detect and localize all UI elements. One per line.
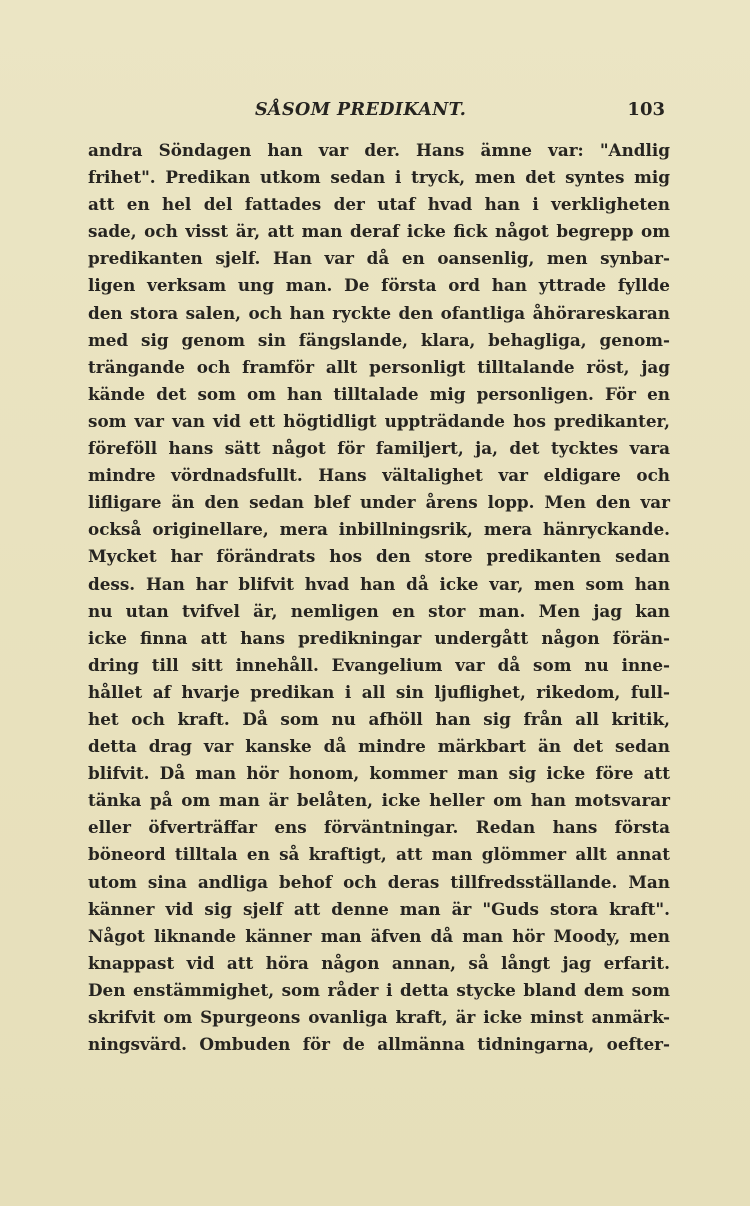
text-line: eller öfverträffar ens förväntningar. Redan hans första [88, 817, 670, 838]
text-line: dring till sitt innehåll. Evangelium var då som nu inne- [88, 654, 670, 675]
text-line: trängande och framför allt personligt tilltalande röst, jag [88, 356, 670, 377]
text-line: sade, och visst är, att man deraf icke fick något begrepp om [88, 221, 670, 242]
text-line: andra Söndagen han var der. Hans ämne var: "Andlig [88, 140, 670, 160]
text-line: känner vid sig sjelf att denne man är "Guds stora kraft". [88, 898, 670, 919]
text-line: knappast vid att höra någon annan, så långt jag erfarit. [88, 952, 670, 973]
text-line: mindre vördnadsfullt. Hans vältalighet var eldigare och [88, 465, 670, 486]
text-line: het och kraft. Då som nu afhöll han sig från all kritik, [88, 708, 670, 729]
text-line: föreföll hans sätt något för familjert, ja, det tycktes vara [88, 438, 670, 459]
running-head-title: SÅSOM PREDIKANT. [255, 100, 467, 120]
text-line: nu utan tvifvel är, nemligen en stor man. Men jag kan [88, 600, 670, 621]
text-line: dess. Han har blifvit hvad han då icke var, men som han [88, 573, 670, 594]
text-line: predikanten sjelf. Han var då en oansenlig, men synbar- [88, 248, 670, 269]
text-line: också originellare, mera inbillningsrik, mera hänryckande. [88, 519, 670, 540]
text-line: Något liknande känner man äfven då man hör Moody, men [88, 925, 670, 946]
text-line: detta drag var kanske då mindre märkbart än det sedan [88, 736, 670, 757]
text-line: den stora salen, och han ryckte den ofantliga åhörareskaran [88, 302, 670, 323]
text-line: ligen verksam ung man. De första ord han yttrade fyllde [88, 275, 670, 296]
text-line: ningsvärd. Ombuden för de allmänna tidningarna, oefter- [88, 1034, 670, 1055]
text-line: böneord tilltala en så kraftigt, att man glömmer allt annat [88, 844, 670, 865]
text-line: tänka på om man är belåten, icke heller om han motsvarar [88, 790, 670, 811]
text-line: frihet". Predikan utkom sedan i tryck, men det syntes mig [88, 167, 670, 188]
body-paragraph [88, 137, 670, 1058]
text-line: med sig genom sin fängslande, klara, behagliga, genom- [88, 329, 670, 350]
text-line: Den enstämmighet, som råder i detta stycke bland dem som [88, 979, 670, 1000]
text-line: Mycket har förändrats hos den store predikanten sedan [88, 546, 670, 567]
running-head [88, 96, 670, 126]
text-line: utom sina andliga behof och deras tillfredsställande. Man [88, 871, 670, 892]
text-line: icke finna att hans predikningar undergått någon förän- [88, 627, 670, 648]
text-line: kände det som om han tilltalade mig personligen. För en [88, 383, 670, 404]
page-number: 103 [627, 99, 665, 120]
text-line: hållet af hvarje predikan i all sin ljuflighet, rikedom, full- [88, 681, 670, 702]
text-line: skrifvit om Spurgeons ovanliga kraft, är icke minst anmärk- [88, 1007, 670, 1027]
text-line: att en hel del fattades der utaf hvad han i verkligheten [88, 194, 670, 215]
text-line: lifligare än den sedan blef under årens lopp. Men den var [88, 492, 670, 513]
text-line: blifvit. Då man hör honom, kommer man sig icke före att [88, 763, 670, 784]
text-line: som var van vid ett högtidligt uppträdande hos predikanter, [88, 410, 670, 431]
